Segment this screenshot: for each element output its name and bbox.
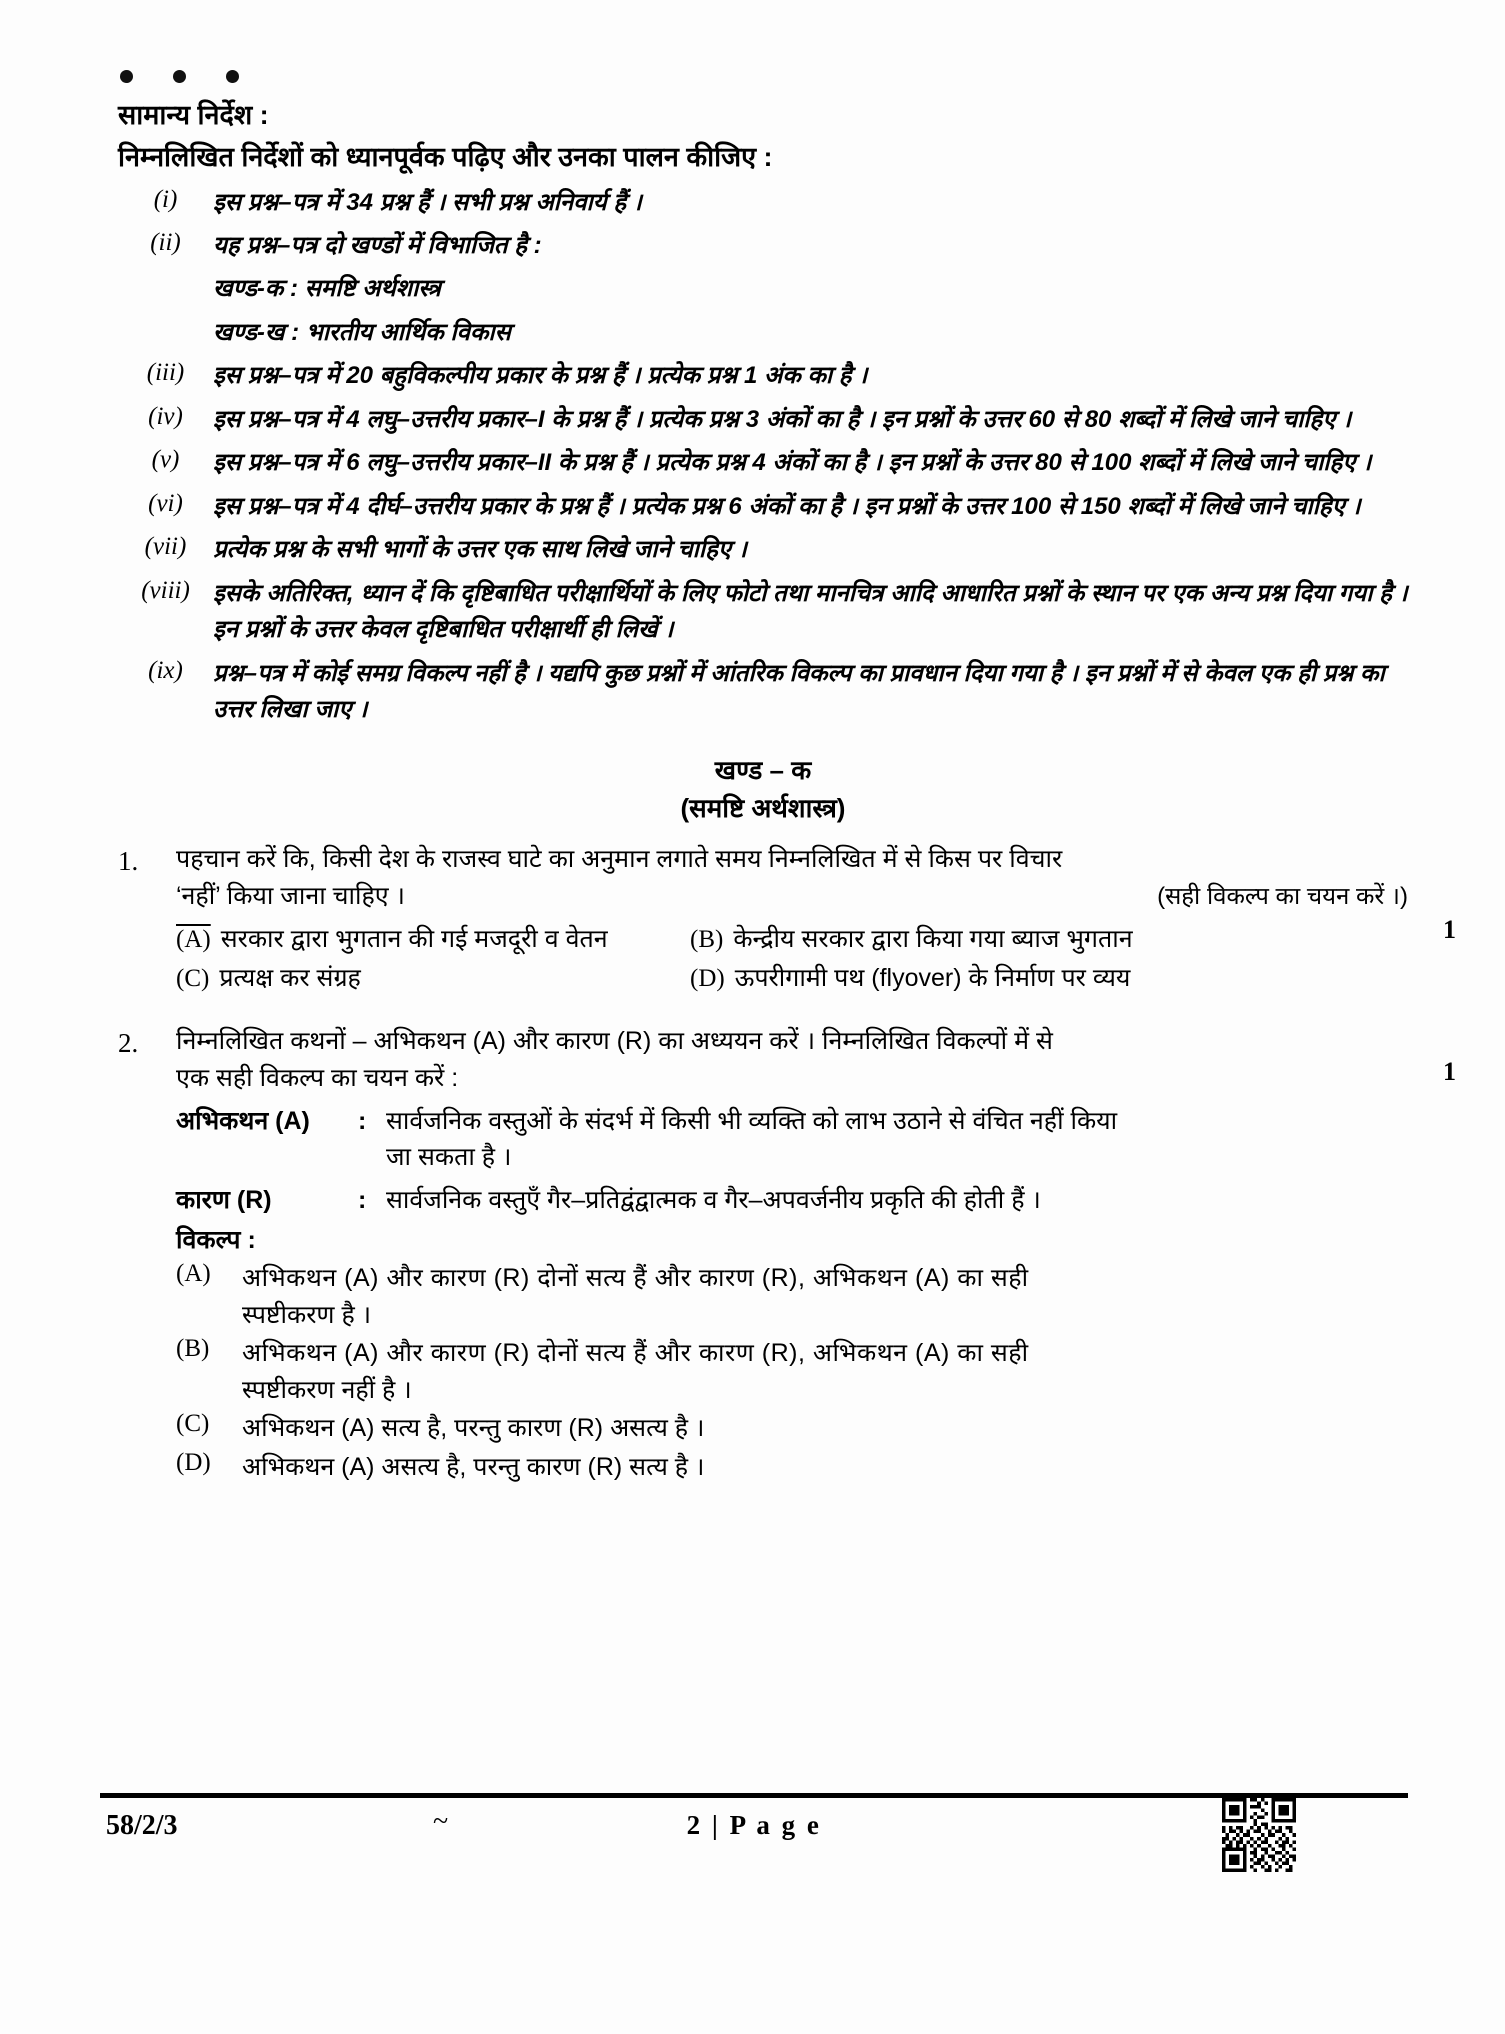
instruction-number: (vii) xyxy=(144,533,187,561)
option-d-key: (D) xyxy=(690,965,725,993)
general-instructions-subtitle: निम्नलिखित निर्देशों को ध्यानपूर्वक पढ़िए और उनका पालन कीजिए : xyxy=(118,141,773,172)
question-2 xyxy=(118,1023,1456,1488)
question-2-options xyxy=(176,1260,1408,1485)
option-a-text: सरकार द्वारा भुगतान की गई मजदूरी व वेतन xyxy=(220,924,608,953)
instruction-item xyxy=(118,185,1408,221)
option-b[interactable] xyxy=(690,922,1408,958)
question-line-1: पहचान करें कि, किसी देश के राजस्व घाटे का अनुमान लगाते समय निम्नलिखित में से किस पर विचार xyxy=(176,844,1063,873)
qr-code-icon xyxy=(1222,1798,1296,1872)
question-number: 2. xyxy=(118,1027,139,1058)
option-c[interactable] xyxy=(176,1410,1408,1447)
instruction-number: (iv) xyxy=(148,402,183,430)
instruction-item xyxy=(118,576,1408,649)
instruction-text: इस प्रश्न–पत्र में 20 बहुविकल्पीय प्रकार के प्रश्न हैं । प्रत्येक प्रश्न 1 अंक का है । xyxy=(213,362,868,390)
question-line-2: एक सही विकल्प का चयन करें : xyxy=(176,1063,459,1092)
reason-label: कारण (R) xyxy=(176,1185,272,1214)
instruction-number: (v) xyxy=(151,446,180,474)
assertion-colon: : xyxy=(358,1106,367,1135)
page-content xyxy=(118,70,1456,1487)
decorative-dots xyxy=(120,70,1408,83)
instruction-number: (ix) xyxy=(148,656,183,684)
tilde-mark: ~ xyxy=(433,1806,449,1837)
option-b-text: केन्द्रीय सरकार द्वारा किया गया ब्याज भुगतान xyxy=(733,924,1133,953)
question-1-options xyxy=(176,922,1408,997)
option-c-key: (C) xyxy=(176,1410,210,1438)
question-line-1: निम्नलिखित कथनों – अभिकथन (A) और कारण (R) का अध्ययन करें । निम्नलिखित विकल्पों में से xyxy=(176,1026,1053,1055)
instruction-number: (ii) xyxy=(150,228,181,256)
general-instructions-title: सामान्य निर्देश : xyxy=(118,100,269,130)
option-a-line-1: अभिकथन (A) और कारण (R) दोनों सत्य हैं और कारण (R), अभिकथन (A) का सही xyxy=(242,1264,1029,1293)
dot-3 xyxy=(226,70,239,83)
option-d-text: ऊपरीगामी पथ (flyover) के निर्माण पर व्यय xyxy=(734,964,1131,993)
instructions-list xyxy=(118,185,1408,729)
option-a-line-2: स्पष्टीकरण है । xyxy=(242,1300,372,1329)
dot-1 xyxy=(120,70,133,83)
option-d-text: अभिकथन (A) असत्य है, परन्तु कारण (R) सत्य है । xyxy=(242,1452,705,1481)
instruction-number: (viii) xyxy=(141,576,190,604)
question-line-2 xyxy=(176,878,1408,915)
option-c[interactable] xyxy=(176,961,676,997)
reason-text: सार्वजनिक वस्तुएँ गैर–प्रतिद्वंद्वात्मक व गैर–अपवर्जनीय प्रकृति की होती हैं । xyxy=(386,1185,1041,1214)
option-b[interactable] xyxy=(176,1335,1408,1408)
instruction-number: (iii) xyxy=(146,359,185,387)
page-footer xyxy=(100,1806,1408,1876)
footer-divider xyxy=(100,1793,1408,1798)
assertion-text-continued: जा सकता है । xyxy=(386,1143,512,1172)
option-d-key: (D) xyxy=(176,1448,211,1476)
instruction-text: प्रत्येक प्रश्न के सभी भागों के उत्तर एक साथ लिखे जाने चाहिए । xyxy=(213,536,747,564)
option-c-text: प्रत्यक्ष कर संग्रह xyxy=(219,964,361,993)
question-marks: 1 xyxy=(1443,914,1456,944)
question-choice-hint: (सही विकल्प का चयन करें ।) xyxy=(1157,882,1408,910)
question-body xyxy=(176,1023,1456,1488)
instruction-text: इसके अतिरिक्त, ध्यान दें कि दृष्टिबाधित परीक्षार्थियों के लिए फोटो तथा मानचित्र आदि आधारित प्रश्नों के स्थान पर एक अन्य प्रश्न दिया गया है । इन प्रश्नों के उत्तर केवल दृष्टिबाधित परीक्षार्थी ही लिखें । xyxy=(213,579,1408,644)
question-body xyxy=(176,841,1456,997)
option-b-text xyxy=(242,1335,1408,1408)
instruction-item xyxy=(118,402,1408,438)
option-b-line-2: स्पष्टीकरण नहीं है । xyxy=(242,1375,412,1404)
assertion-row xyxy=(176,1103,1408,1140)
paper-code: 58/2/3 xyxy=(106,1810,178,1841)
option-c-text: अभिकथन (A) सत्य है, परन्तु कारण (R) असत्य है । xyxy=(242,1414,705,1443)
instruction-item xyxy=(118,656,1408,729)
instruction-item xyxy=(118,489,1408,525)
question-1 xyxy=(118,841,1456,997)
option-d[interactable] xyxy=(176,1449,1408,1486)
option-b-key: (B) xyxy=(176,1335,210,1363)
option-c-key: (C) xyxy=(176,965,210,993)
instruction-item xyxy=(118,532,1408,568)
instruction-text: इस प्रश्न–पत्र में 4 दीर्घ–उत्तरीय प्रकार के प्रश्न हैं । प्रत्येक प्रश्न 6 अंकों का है । इन प्रश्नों के उत्तर 100 से 150 शब्दों में लिखे जाने चाहिए । xyxy=(213,492,1361,520)
instruction-number: (i) xyxy=(153,185,178,213)
assertion-text: सार्वजनिक वस्तुओं के संदर्भ में किसी भी व्यक्ति को लाभ उठाने से वंचित नहीं किया xyxy=(386,1106,1118,1135)
section-title: खण्ड – क xyxy=(714,754,812,785)
page-number: 2 | P a g e xyxy=(686,1810,822,1840)
instruction-item xyxy=(118,445,1408,481)
option-a[interactable] xyxy=(176,1260,1408,1333)
reason-colon: : xyxy=(358,1185,367,1214)
question-marks: 1 xyxy=(1443,1056,1456,1086)
assertion-label: अभिकथन (A) xyxy=(176,1106,310,1135)
option-a-key: (A) xyxy=(176,925,211,953)
option-a[interactable] xyxy=(176,922,676,958)
instruction-number: (vi) xyxy=(148,489,183,517)
instruction-subline: खण्ड-क : समष्टि अर्थशास्त्र xyxy=(213,275,441,303)
instruction-text: प्रश्न–पत्र में कोई समग्र विकल्प नहीं है । यद्यपि कुछ प्रश्नों में आंतरिक विकल्प का प्रावधान दिया गया है । इन प्रश्नों में से केवल एक ही प्रश्न का उत्तर लिखा जाए । xyxy=(213,659,1385,724)
section-subtitle: (समष्टि अर्थशास्त्र) xyxy=(680,792,846,823)
options-label: विकल्प : xyxy=(176,1226,256,1255)
instruction-text: इस प्रश्न–पत्र में 34 प्रश्न हैं । सभी प्रश्न अनिवार्य हैं । xyxy=(213,188,642,216)
option-b-line-1: अभिकथन (A) और कारण (R) दोनों सत्य हैं और कारण (R), अभिकथन (A) का सही xyxy=(242,1339,1029,1368)
instruction-subline: खण्ड-ख : भारतीय आर्थिक विकास xyxy=(213,318,511,346)
question-line-2-text: ‘नहीं’ किया जाना चाहिए । xyxy=(176,881,406,910)
question-number: 1. xyxy=(118,845,139,876)
instruction-text: इस प्रश्न–पत्र में 4 लघु–उत्तरीय प्रकार–I के प्रश्न हैं । प्रत्येक प्रश्न 3 अंकों का है । इन प्रश्नों के उत्तर 60 से 80 शब्दों में लिखे जाने चाहिए । xyxy=(213,405,1352,433)
option-a-text xyxy=(242,1260,1408,1333)
instruction-text: इस प्रश्न–पत्र में 6 लघु–उत्तरीय प्रकार–II के प्रश्न हैं । प्रत्येक प्रश्न 4 अंकों का है । इन प्रश्नों के उत्तर 80 से 100 शब्दों में लिखे जाने चाहिए । xyxy=(213,449,1372,477)
option-d[interactable] xyxy=(690,961,1408,997)
reason-row xyxy=(176,1182,1408,1219)
instruction-item xyxy=(118,228,1408,264)
dot-2 xyxy=(173,70,186,83)
instruction-item xyxy=(118,358,1408,394)
option-a-key: (A) xyxy=(176,1260,211,1288)
option-b-key: (B) xyxy=(690,925,724,953)
instruction-text: यह प्रश्न–पत्र दो खण्डों में विभाजित है : xyxy=(213,231,542,259)
